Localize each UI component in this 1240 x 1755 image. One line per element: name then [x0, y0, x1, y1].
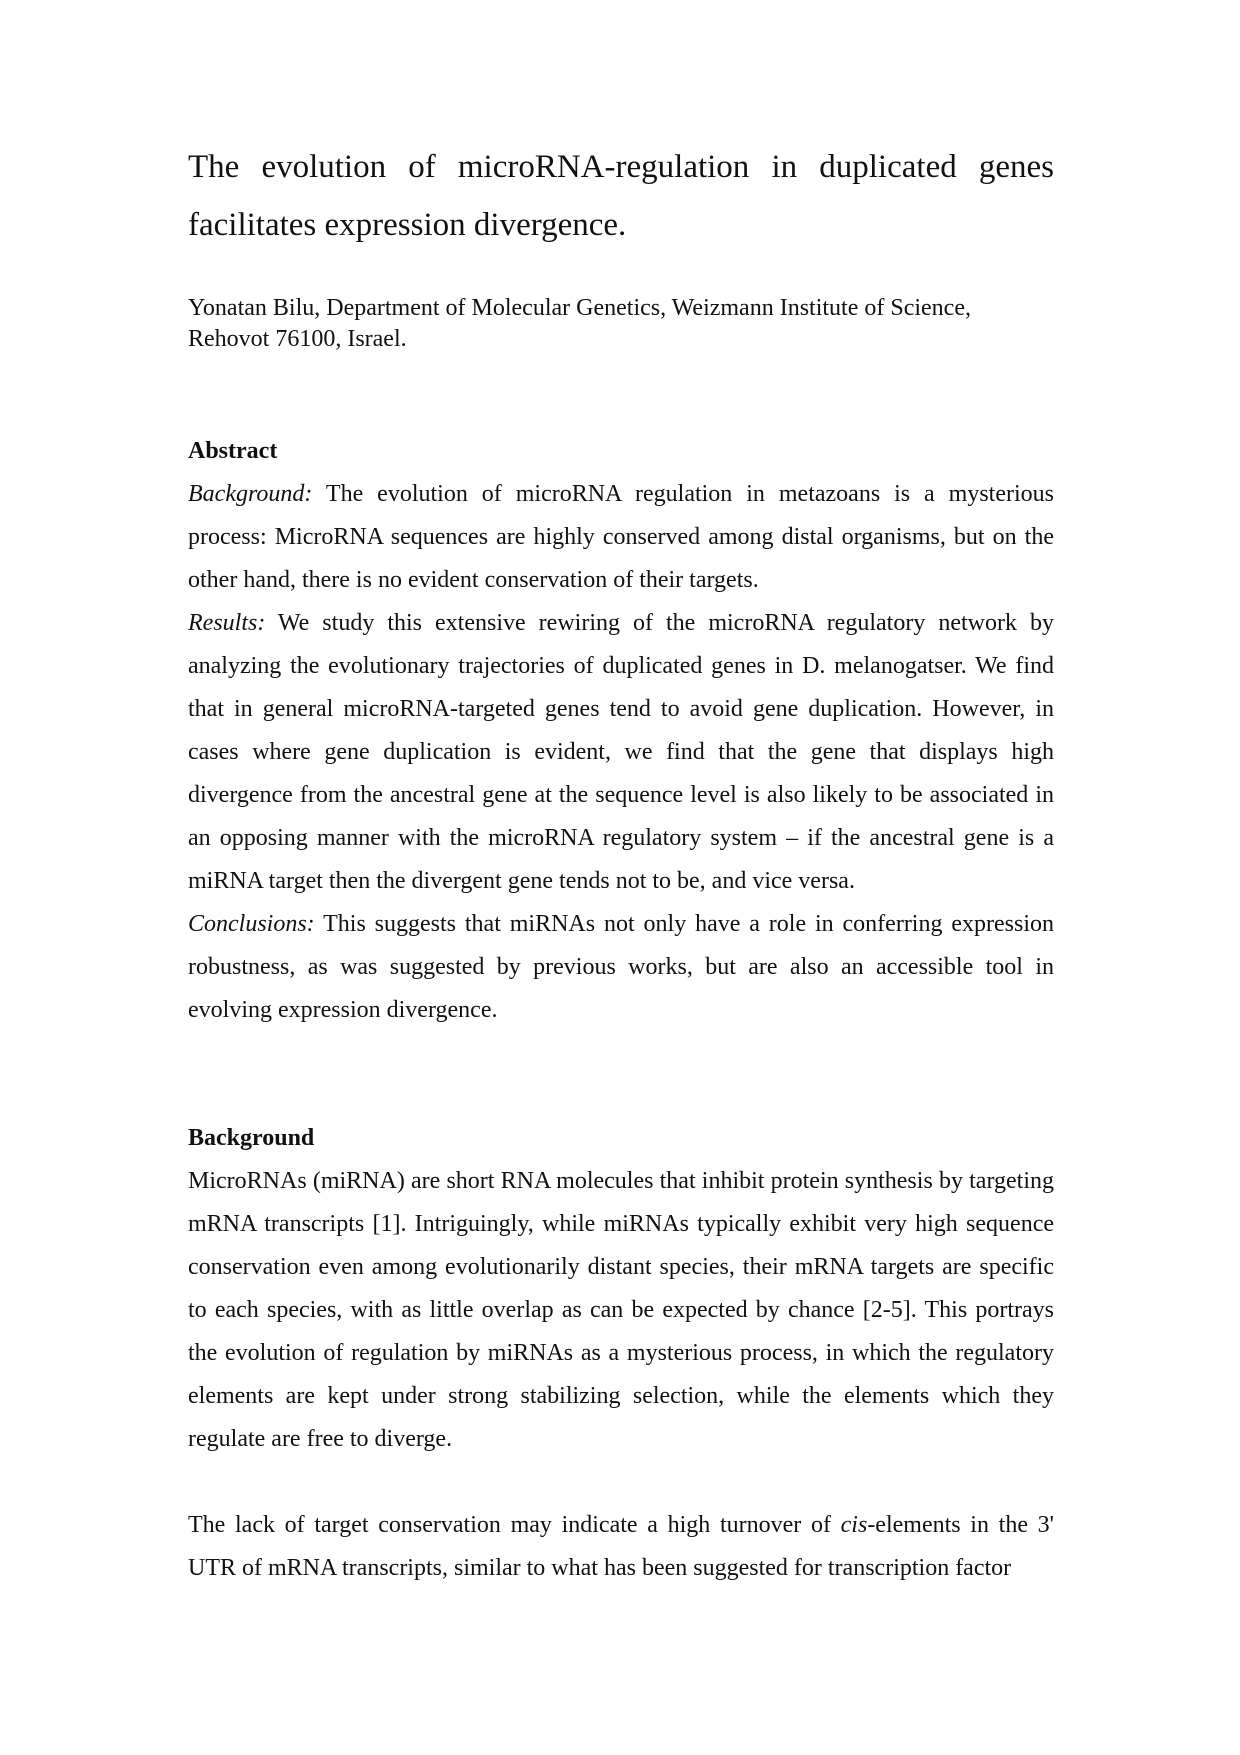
conclusions-label: Conclusions: — [188, 911, 315, 937]
para2-end: -elements in the 3' UTR of mRNA transcripts, similar to what has been suggested for transcription factor — [188, 1512, 1055, 1581]
background-heading: Background — [188, 1125, 315, 1151]
background-section — [188, 1117, 1054, 1590]
results-text: We study this extensive rewiring of the microRNA regulatory network by analyzing the evolutionary trajectories of duplicated genes in D. melanogatser. We find that in general microRNA-targeted genes tend to avoid gene duplication. However, in cases where gene duplication is evident, we find that the gene that displays high divergence from the ancestral gene at the sequence level is also likely to be associated in an opposing manner with the microRNA regulatory system – if the ancestral gene is a miRNA target then the divergent gene tends not to be, and vice versa. — [188, 610, 1054, 894]
abstract-conclusions — [188, 903, 1054, 1032]
abstract-results — [188, 602, 1054, 903]
background-paragraph-1: MicroRNAs (miRNA) are short RNA molecules that inhibit protein synthesis by targeting mRNA transcripts [1]. Intriguingly, while miRNAs typically exhibit very high sequence conservation even among evolutionarily distant species, their mRNA targets are specific to each species, with as little overlap as can be expected by chance [2-5]. This portrays the evolution of regulation by miRNAs as a mysterious process, in which the regulatory elements are kept under strong stabilizing selection, while the elements which they regulate are free to diverge. — [188, 1168, 1054, 1452]
author-line-2: Rehovot 76100, Israel. — [188, 326, 407, 352]
background-text: The evolution of microRNA regulation in metazoans is a mysterious process: MicroRNA sequences are highly conserved among distal organisms, but on the other hand, there is no evident conservation of their targets. — [188, 481, 1054, 593]
conclusions-text: This suggests that miRNAs not only have a role in conferring expression robustness, as was suggested by previous works, but are also an accessible tool in evolving expression divergence. — [188, 911, 1054, 1023]
para2-start: The lack of target conservation may indicate a high turnover of — [188, 1512, 841, 1538]
abstract-background — [188, 473, 1054, 602]
abstract-heading: Abstract — [188, 438, 278, 464]
background-label: Background: — [188, 481, 313, 507]
abstract-section — [188, 430, 1054, 1032]
author-line-1: Yonatan Bilu, Department of Molecular Genetics, Weizmann Institute of Science, — [188, 295, 971, 321]
paper-title: The evolution of microRNA-regulation in duplicated genes facilitates expression divergence. — [188, 149, 1054, 243]
results-label: Results: — [188, 610, 266, 636]
author-affiliation — [188, 293, 1054, 355]
background-paragraph-2 — [188, 1504, 1054, 1590]
para2-italic: cis — [840, 1512, 868, 1538]
paragraph-spacer — [188, 1461, 1054, 1504]
